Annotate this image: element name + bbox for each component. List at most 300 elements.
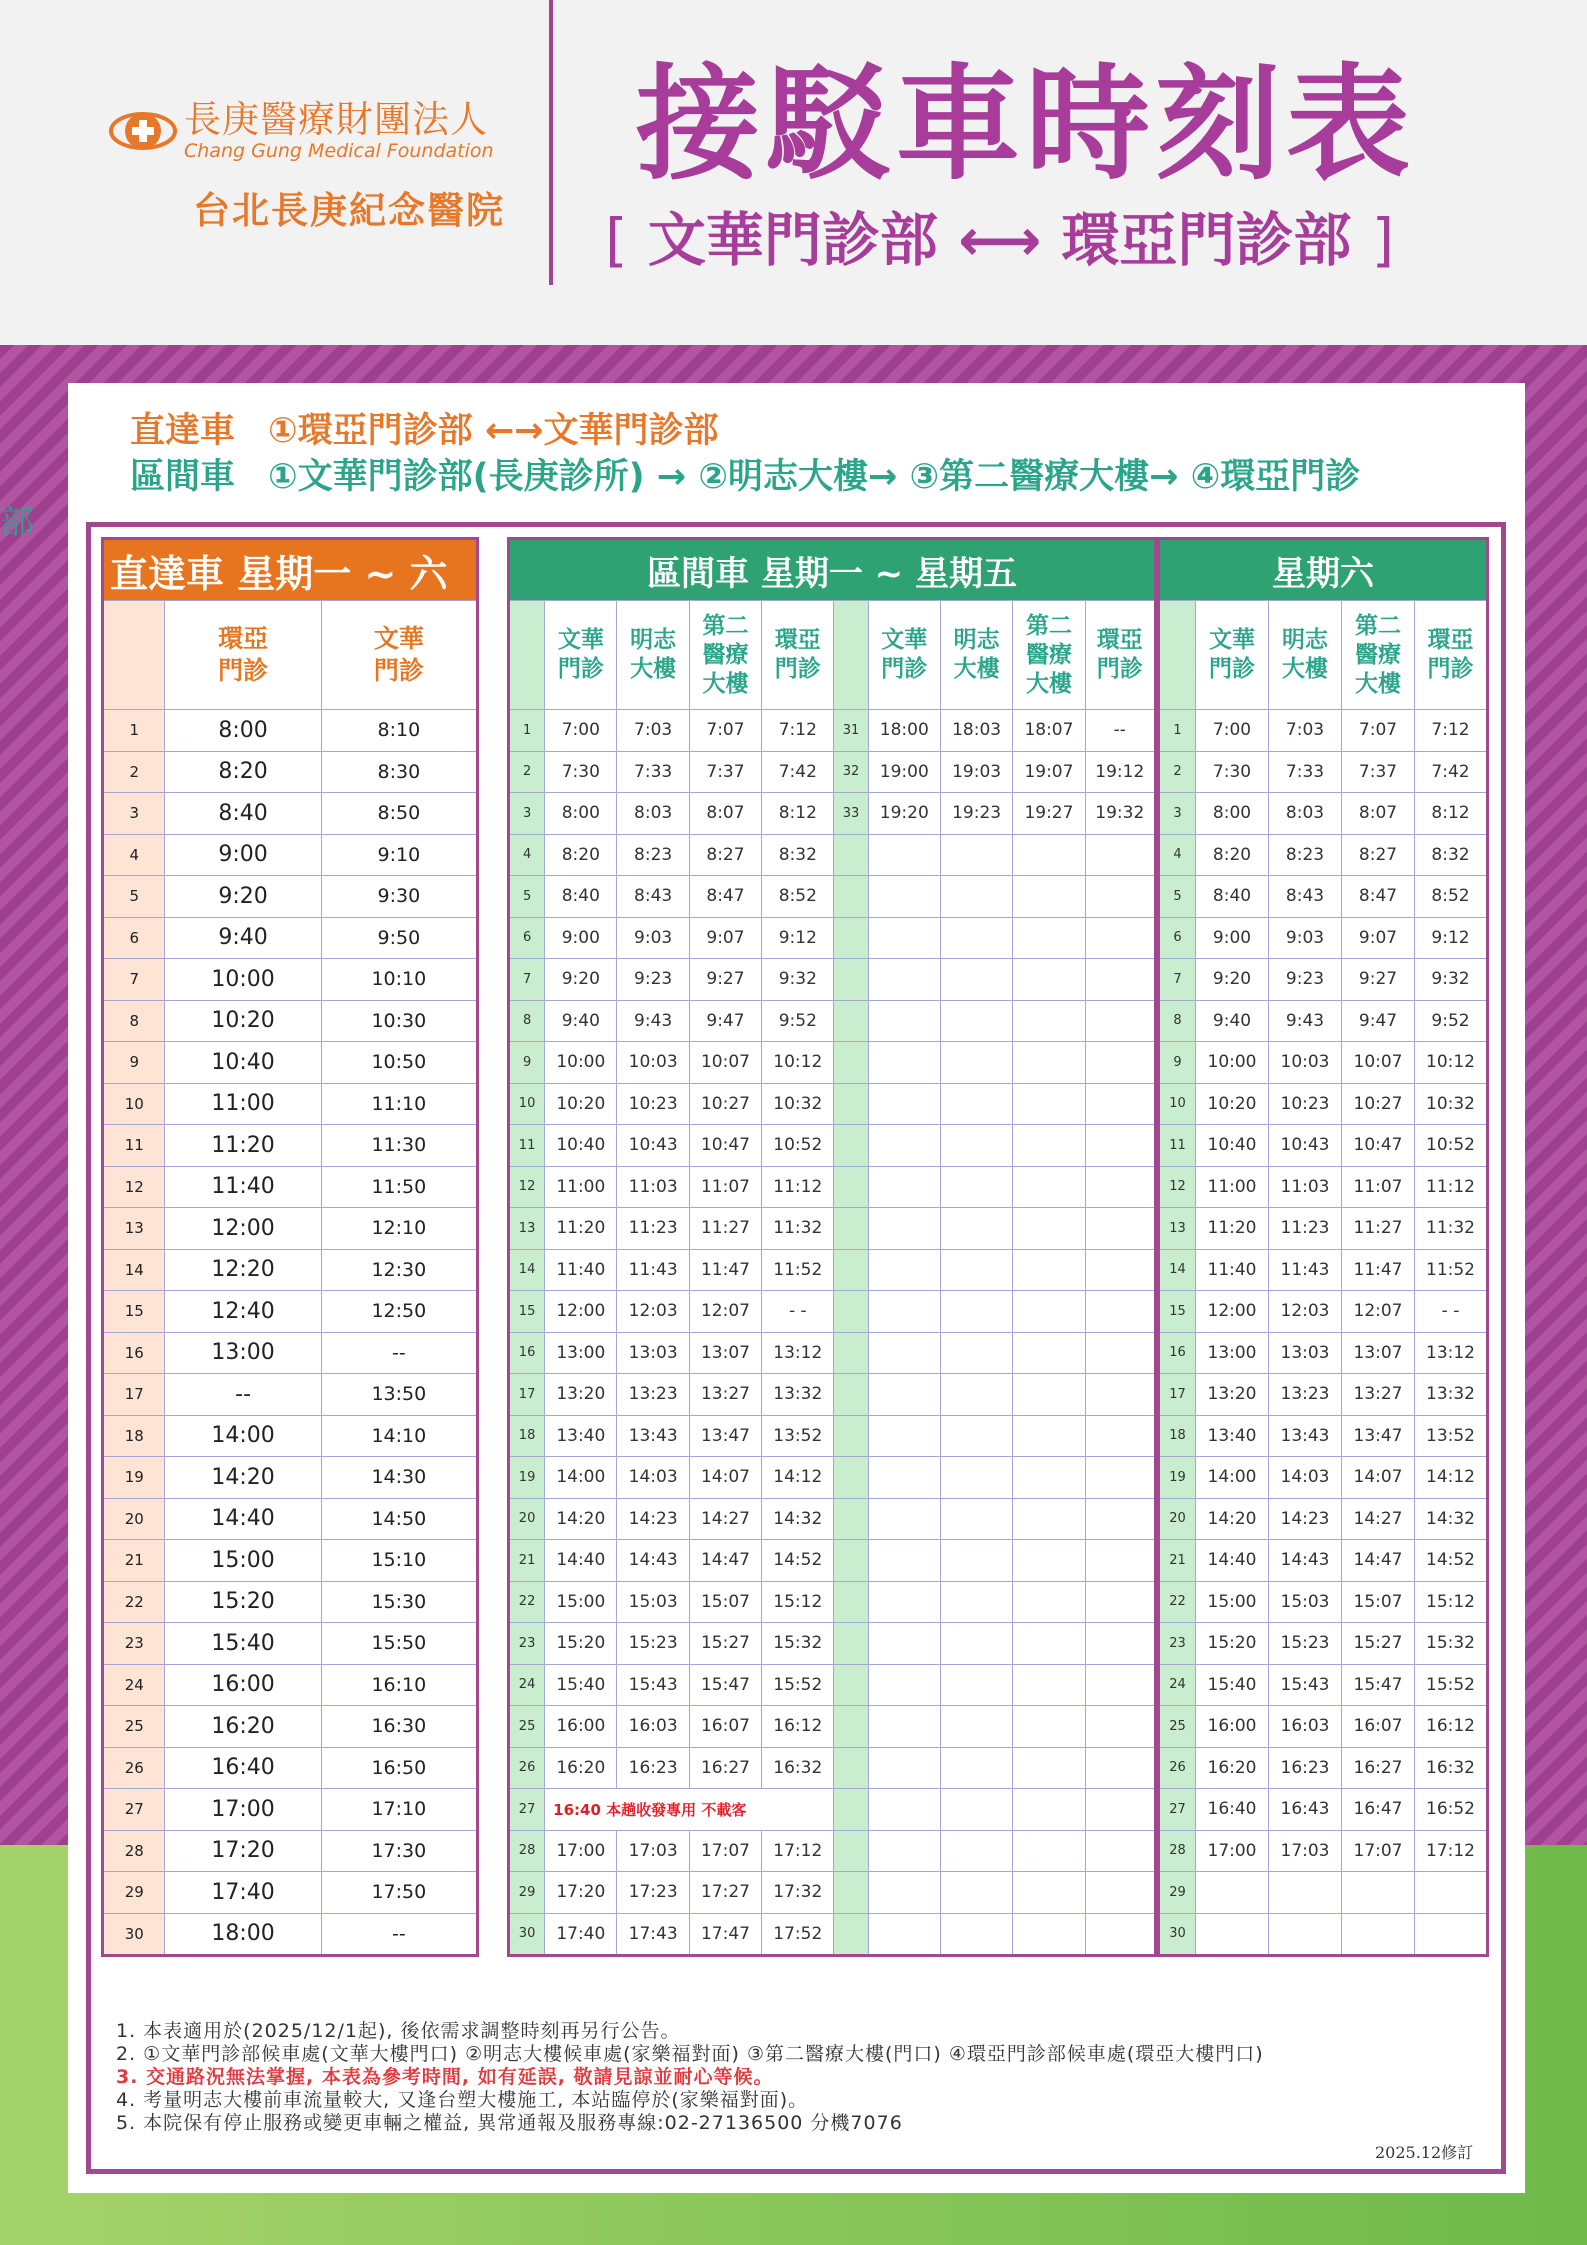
route-interval — [130, 454, 1360, 500]
time-cell: 8:43 — [617, 876, 689, 918]
time-cell: 17:03 — [1269, 1830, 1342, 1872]
time-cell: 11:20 — [545, 1208, 617, 1250]
time-cell: 11:23 — [617, 1208, 689, 1250]
empty-cell — [868, 1789, 940, 1831]
subtitle-left: 文華門診部 — [647, 206, 938, 274]
row-number — [834, 1498, 868, 1540]
time-cell: 15:50 — [321, 1623, 477, 1665]
empty-cell — [1013, 1374, 1085, 1416]
time-cell: 15:00 — [165, 1540, 321, 1582]
empty-cell — [1085, 1291, 1155, 1333]
row-number: 6 — [103, 917, 165, 959]
page-subtitle — [605, 205, 1394, 275]
time-cell: 17:00 — [165, 1789, 321, 1831]
direct-table-row — [103, 1664, 478, 1706]
time-cell: 10:20 — [1196, 1083, 1269, 1125]
weekday-table-row — [509, 1125, 1156, 1167]
saturday-table-row — [1159, 1166, 1488, 1208]
weekday-table-row — [509, 1913, 1156, 1956]
time-cell: 17:40 — [545, 1913, 617, 1956]
time-cell: 9:32 — [1415, 959, 1488, 1001]
time-cell: 14:43 — [1269, 1540, 1342, 1582]
time-cell: 12:40 — [165, 1291, 321, 1333]
stop-header: 環亞 門診 — [1415, 601, 1488, 710]
direct-table-row — [103, 1747, 478, 1789]
time-cell: 10:43 — [617, 1125, 689, 1167]
time-cell: 17:07 — [689, 1830, 761, 1872]
direct-index-header — [103, 601, 165, 710]
time-cell: 13:00 — [1196, 1332, 1269, 1374]
time-cell: 19:27 — [1013, 793, 1085, 835]
time-cell: 8:20 — [545, 834, 617, 876]
time-cell: 13:47 — [689, 1415, 761, 1457]
header-divider — [549, 0, 553, 285]
saturday-table-row — [1159, 1706, 1488, 1748]
empty-cell — [1013, 1000, 1085, 1042]
route-interval-path: ①文華門診部(長庚診所) → ②明志大樓→ ③第二醫療大樓→ ④環亞門診 — [268, 457, 1361, 497]
empty-cell — [1085, 1747, 1155, 1789]
time-cell: 9:12 — [1415, 917, 1488, 959]
row-number: 20 — [509, 1498, 545, 1540]
time-cell: 7:37 — [689, 751, 761, 793]
time-cell: 16:00 — [545, 1706, 617, 1748]
row-number: 18 — [509, 1415, 545, 1457]
time-cell: 8:27 — [1342, 834, 1415, 876]
time-cell: 8:40 — [545, 876, 617, 918]
subtitle-bracket-open: [ — [605, 206, 628, 274]
time-cell: 16:32 — [1415, 1747, 1488, 1789]
empty-cell — [868, 1000, 940, 1042]
time-cell: 11:00 — [165, 1083, 321, 1125]
time-cell: 14:27 — [689, 1498, 761, 1540]
row-number: 12 — [509, 1166, 545, 1208]
direct-table-row — [103, 1498, 478, 1540]
time-cell: 7:30 — [545, 751, 617, 793]
empty-cell — [868, 876, 940, 918]
time-cell: 16:32 — [762, 1747, 834, 1789]
time-cell: 14:52 — [1415, 1540, 1488, 1582]
weekday-table-row — [509, 1042, 1156, 1084]
empty-cell — [1085, 1083, 1155, 1125]
time-cell: 11:43 — [617, 1249, 689, 1291]
org-name-zh: 長庚醫療財團法人 — [184, 98, 488, 141]
time-cell: 16:23 — [617, 1747, 689, 1789]
time-cell: 12:07 — [689, 1291, 761, 1333]
row-number: 21 — [509, 1540, 545, 1582]
weekday-table-row — [509, 1249, 1156, 1291]
empty-cell — [868, 1498, 940, 1540]
time-cell: 15:00 — [1196, 1581, 1269, 1623]
direct-table-row — [103, 710, 478, 752]
empty-cell — [1013, 1166, 1085, 1208]
row-number: 4 — [509, 834, 545, 876]
index-header — [1159, 601, 1196, 710]
row-number: 26 — [509, 1747, 545, 1789]
time-cell: 15:23 — [1269, 1623, 1342, 1665]
time-cell: 15:20 — [1196, 1623, 1269, 1665]
time-cell: 11:30 — [321, 1125, 477, 1167]
row-number — [834, 1830, 868, 1872]
time-cell: 14:23 — [1269, 1498, 1342, 1540]
time-cell: 15:20 — [165, 1581, 321, 1623]
time-cell: 15:10 — [321, 1540, 477, 1582]
time-cell: -- — [165, 1374, 321, 1416]
time-cell: 16:30 — [321, 1706, 477, 1748]
row-number: 22 — [103, 1581, 165, 1623]
saturday-table-row — [1159, 1872, 1488, 1914]
row-number: 8 — [1159, 1000, 1196, 1042]
time-cell: 9:27 — [689, 959, 761, 1001]
time-cell: 10:40 — [165, 1042, 321, 1084]
direct-table-row — [103, 1083, 478, 1125]
time-cell: 7:03 — [1269, 710, 1342, 752]
weekday-table-row — [509, 1789, 1156, 1831]
empty-cell — [940, 834, 1012, 876]
row-number: 16 — [103, 1332, 165, 1374]
direct-table-row — [103, 1457, 478, 1499]
stop-header: 明志 大樓 — [940, 601, 1012, 710]
row-number — [834, 959, 868, 1001]
time-cell: 18:00 — [868, 710, 940, 752]
saturday-table-row — [1159, 1125, 1488, 1167]
time-cell: 9:27 — [1342, 959, 1415, 1001]
row-number — [834, 1042, 868, 1084]
row-number: 5 — [1159, 876, 1196, 918]
time-cell: 16:12 — [762, 1706, 834, 1748]
time-cell: 8:00 — [165, 710, 321, 752]
empty-cell — [1013, 1498, 1085, 1540]
time-cell: 8:47 — [689, 876, 761, 918]
time-cell: 14:52 — [762, 1540, 834, 1582]
time-cell: 9:03 — [617, 917, 689, 959]
time-cell: 15:03 — [617, 1581, 689, 1623]
row-number: 32 — [834, 751, 868, 793]
direct-table-row — [103, 959, 478, 1001]
empty-cell — [868, 917, 940, 959]
saturday-table-title: 星期六 — [1159, 539, 1488, 601]
time-cell: 7:07 — [1342, 710, 1415, 752]
direct-table-row — [103, 1374, 478, 1416]
time-cell: 10:32 — [762, 1083, 834, 1125]
foundation-logo — [108, 100, 494, 162]
time-cell: 8:30 — [321, 751, 477, 793]
time-cell: 15:12 — [762, 1581, 834, 1623]
row-number — [834, 917, 868, 959]
time-cell: 15:32 — [1415, 1623, 1488, 1665]
weekday-table-row — [509, 1581, 1156, 1623]
empty-cell — [940, 1830, 1012, 1872]
stop-header: 明志 大樓 — [1269, 601, 1342, 710]
direct-table-row — [103, 1208, 478, 1250]
empty-cell — [1013, 1291, 1085, 1333]
time-cell — [1196, 1872, 1269, 1914]
time-cell: 16:10 — [321, 1664, 477, 1706]
time-cell: 13:20 — [1196, 1374, 1269, 1416]
time-cell: 15:47 — [1342, 1664, 1415, 1706]
saturday-table-row — [1159, 1291, 1488, 1333]
weekday-table-row — [509, 917, 1156, 959]
time-cell: 8:50 — [321, 793, 477, 835]
weekday-interval-table — [507, 537, 1157, 1957]
time-cell: 16:27 — [1342, 1747, 1415, 1789]
empty-cell — [1013, 1581, 1085, 1623]
time-cell: 10:47 — [1342, 1125, 1415, 1167]
time-cell: 12:10 — [321, 1208, 477, 1250]
time-cell: 9:20 — [545, 959, 617, 1001]
time-cell: 9:07 — [689, 917, 761, 959]
time-cell: 11:52 — [1415, 1249, 1488, 1291]
time-cell: 10:50 — [321, 1042, 477, 1084]
time-cell: 11:12 — [762, 1166, 834, 1208]
time-cell: 17:03 — [617, 1830, 689, 1872]
time-cell: 13:27 — [689, 1374, 761, 1416]
time-cell: 16:00 — [165, 1664, 321, 1706]
time-cell: 17:10 — [321, 1789, 477, 1831]
empty-cell — [1085, 1830, 1155, 1872]
saturday-table-row — [1159, 1913, 1488, 1956]
time-cell: 8:52 — [762, 876, 834, 918]
time-cell: 13:12 — [1415, 1332, 1488, 1374]
saturday-table-row — [1159, 1332, 1488, 1374]
subtitle-bracket-close: ] — [1371, 206, 1395, 274]
weekday-table-row — [509, 959, 1156, 1001]
time-cell: 9:00 — [165, 834, 321, 876]
empty-cell — [1013, 1208, 1085, 1250]
time-cell: 14:27 — [1342, 1498, 1415, 1540]
direct-table-row — [103, 1872, 478, 1914]
empty-cell — [1085, 1042, 1155, 1084]
row-number: 4 — [1159, 834, 1196, 876]
time-cell: 9:07 — [1342, 917, 1415, 959]
time-cell: 14:07 — [689, 1457, 761, 1499]
empty-cell — [868, 834, 940, 876]
empty-cell — [1013, 1249, 1085, 1291]
time-cell: 17:32 — [762, 1872, 834, 1914]
time-cell: 10:43 — [1269, 1125, 1342, 1167]
row-number — [834, 1208, 868, 1250]
direct-table-row — [103, 1706, 478, 1748]
direct-table-row — [103, 1332, 478, 1374]
time-cell: 10:20 — [545, 1083, 617, 1125]
empty-cell — [940, 1415, 1012, 1457]
row-number — [834, 876, 868, 918]
weekday-table-row — [509, 1540, 1156, 1582]
time-cell: 13:47 — [1342, 1415, 1415, 1457]
row-number: 29 — [509, 1872, 545, 1914]
row-number: 30 — [1159, 1913, 1196, 1956]
row-number: 21 — [1159, 1540, 1196, 1582]
side-partial-text: 部 — [0, 503, 34, 543]
row-number: 3 — [1159, 793, 1196, 835]
direct-table-row — [103, 793, 478, 835]
empty-cell — [868, 1208, 940, 1250]
row-number: 9 — [1159, 1042, 1196, 1084]
time-cell: 8:40 — [165, 793, 321, 835]
row-number: 15 — [1159, 1291, 1196, 1333]
time-cell: 17:20 — [165, 1830, 321, 1872]
time-cell: 15:52 — [1415, 1664, 1488, 1706]
saturday-table-row — [1159, 710, 1488, 752]
notes-list — [116, 2020, 1264, 2135]
time-cell: 10:52 — [1415, 1125, 1488, 1167]
row-number: 24 — [1159, 1664, 1196, 1706]
empty-cell — [868, 1291, 940, 1333]
row-number: 11 — [509, 1125, 545, 1167]
time-cell: 8:32 — [762, 834, 834, 876]
row-number: 7 — [103, 959, 165, 1001]
time-cell: 12:03 — [617, 1291, 689, 1333]
time-cell — [1269, 1872, 1342, 1914]
time-cell: 14:40 — [1196, 1540, 1269, 1582]
empty-cell — [1085, 1664, 1155, 1706]
empty-cell — [868, 1664, 940, 1706]
empty-cell — [1013, 1706, 1085, 1748]
time-cell: 11:07 — [689, 1166, 761, 1208]
time-cell: 13:43 — [1269, 1415, 1342, 1457]
empty-cell — [1085, 917, 1155, 959]
time-cell: 11:40 — [545, 1249, 617, 1291]
direct-table-row — [103, 1291, 478, 1333]
empty-cell — [1085, 1415, 1155, 1457]
empty-cell — [1013, 1830, 1085, 1872]
row-number — [834, 1872, 868, 1914]
saturday-table-row — [1159, 1083, 1488, 1125]
saturday-table-row — [1159, 1042, 1488, 1084]
saturday-table-row — [1159, 1747, 1488, 1789]
time-cell — [1415, 1872, 1488, 1914]
time-cell: 8:07 — [689, 793, 761, 835]
empty-cell — [940, 1747, 1012, 1789]
time-cell: 14:30 — [321, 1457, 477, 1499]
time-cell: 9:43 — [617, 1000, 689, 1042]
empty-cell — [940, 1000, 1012, 1042]
time-cell: 15:43 — [617, 1664, 689, 1706]
time-cell: 17:07 — [1342, 1830, 1415, 1872]
weekday-table-row — [509, 1747, 1156, 1789]
time-cell: 15:00 — [545, 1581, 617, 1623]
empty-cell — [868, 1249, 940, 1291]
empty-cell — [868, 1872, 940, 1914]
time-cell: 14:40 — [165, 1498, 321, 1540]
empty-cell — [868, 1581, 940, 1623]
empty-cell — [1085, 1332, 1155, 1374]
double-arrow-icon: ⟷ — [958, 206, 1042, 274]
time-cell: 11:43 — [1269, 1249, 1342, 1291]
service-note: 16:40 本趟收發專用 不載客 — [545, 1789, 834, 1831]
empty-cell — [1013, 1623, 1085, 1665]
time-cell: 16:40 — [1196, 1789, 1269, 1831]
time-cell: 19:00 — [868, 751, 940, 793]
saturday-table-row — [1159, 1581, 1488, 1623]
empty-cell — [1013, 1872, 1085, 1914]
time-cell: 11:50 — [321, 1166, 477, 1208]
time-cell: 11:40 — [165, 1166, 321, 1208]
stop-header: 文華 門診 — [545, 601, 617, 710]
time-cell: 16:07 — [689, 1706, 761, 1748]
time-cell: 8:00 — [1196, 793, 1269, 835]
time-cell: 9:12 — [762, 917, 834, 959]
row-number: 8 — [103, 1000, 165, 1042]
time-cell: 12:07 — [1342, 1291, 1415, 1333]
time-cell: 16:27 — [689, 1747, 761, 1789]
time-cell: 15:07 — [1342, 1581, 1415, 1623]
row-number: 17 — [1159, 1374, 1196, 1416]
stop-header: 第二 醫療 大樓 — [689, 601, 761, 710]
time-cell: 17:23 — [617, 1872, 689, 1914]
empty-cell — [940, 1913, 1012, 1956]
direct-table-row — [103, 1415, 478, 1457]
time-cell: 7:30 — [1196, 751, 1269, 793]
time-cell: 11:27 — [1342, 1208, 1415, 1250]
time-cell: 14:47 — [1342, 1540, 1415, 1582]
time-cell: 14:10 — [321, 1415, 477, 1457]
row-number: 26 — [1159, 1747, 1196, 1789]
row-number: 28 — [1159, 1830, 1196, 1872]
weekday-table-row — [509, 876, 1156, 918]
empty-cell — [1085, 1581, 1155, 1623]
row-number — [834, 1249, 868, 1291]
time-cell: 15:43 — [1269, 1664, 1342, 1706]
row-number: 14 — [1159, 1249, 1196, 1291]
empty-cell — [940, 1706, 1012, 1748]
row-number — [834, 1913, 868, 1956]
time-cell: 7:42 — [762, 751, 834, 793]
route-direct-path: ①環亞門診部 ←→文華門診部 — [268, 411, 719, 451]
time-cell: 15:47 — [689, 1664, 761, 1706]
time-cell: 9:23 — [617, 959, 689, 1001]
time-cell: 15:12 — [1415, 1581, 1488, 1623]
time-cell: 11:32 — [1415, 1208, 1488, 1250]
time-cell: 17:12 — [1415, 1830, 1488, 1872]
time-cell: 16:52 — [1415, 1789, 1488, 1831]
time-cell: 11:00 — [545, 1166, 617, 1208]
weekday-table-row — [509, 1000, 1156, 1042]
saturday-table-row — [1159, 751, 1488, 793]
time-cell: 13:23 — [617, 1374, 689, 1416]
row-number: 23 — [103, 1623, 165, 1665]
empty-cell — [868, 1623, 940, 1665]
time-cell: 9:40 — [165, 917, 321, 959]
time-cell: 8:12 — [762, 793, 834, 835]
time-cell: 15:27 — [689, 1623, 761, 1665]
index-header — [834, 601, 868, 710]
empty-cell — [1085, 1125, 1155, 1167]
row-number: 24 — [509, 1664, 545, 1706]
row-number: 25 — [509, 1706, 545, 1748]
time-cell: 11:20 — [1196, 1208, 1269, 1250]
time-cell: 7:00 — [1196, 710, 1269, 752]
row-number — [834, 1540, 868, 1582]
row-number: 19 — [103, 1457, 165, 1499]
direct-table-row — [103, 1830, 478, 1872]
time-cell: 16:40 — [165, 1747, 321, 1789]
row-number: 18 — [1159, 1415, 1196, 1457]
row-number: 9 — [509, 1042, 545, 1084]
time-cell: 14:00 — [1196, 1457, 1269, 1499]
time-cell: - - — [1415, 1291, 1488, 1333]
time-cell: 14:00 — [165, 1415, 321, 1457]
row-number: 28 — [509, 1830, 545, 1872]
time-cell: 10:10 — [321, 959, 477, 1001]
empty-cell — [868, 1457, 940, 1499]
time-cell: 8:47 — [1342, 876, 1415, 918]
time-cell: 14:43 — [617, 1540, 689, 1582]
row-number: 13 — [1159, 1208, 1196, 1250]
time-cell: 13:52 — [1415, 1415, 1488, 1457]
time-cell: - - — [762, 1291, 834, 1333]
empty-cell — [940, 1291, 1012, 1333]
row-number — [834, 1166, 868, 1208]
